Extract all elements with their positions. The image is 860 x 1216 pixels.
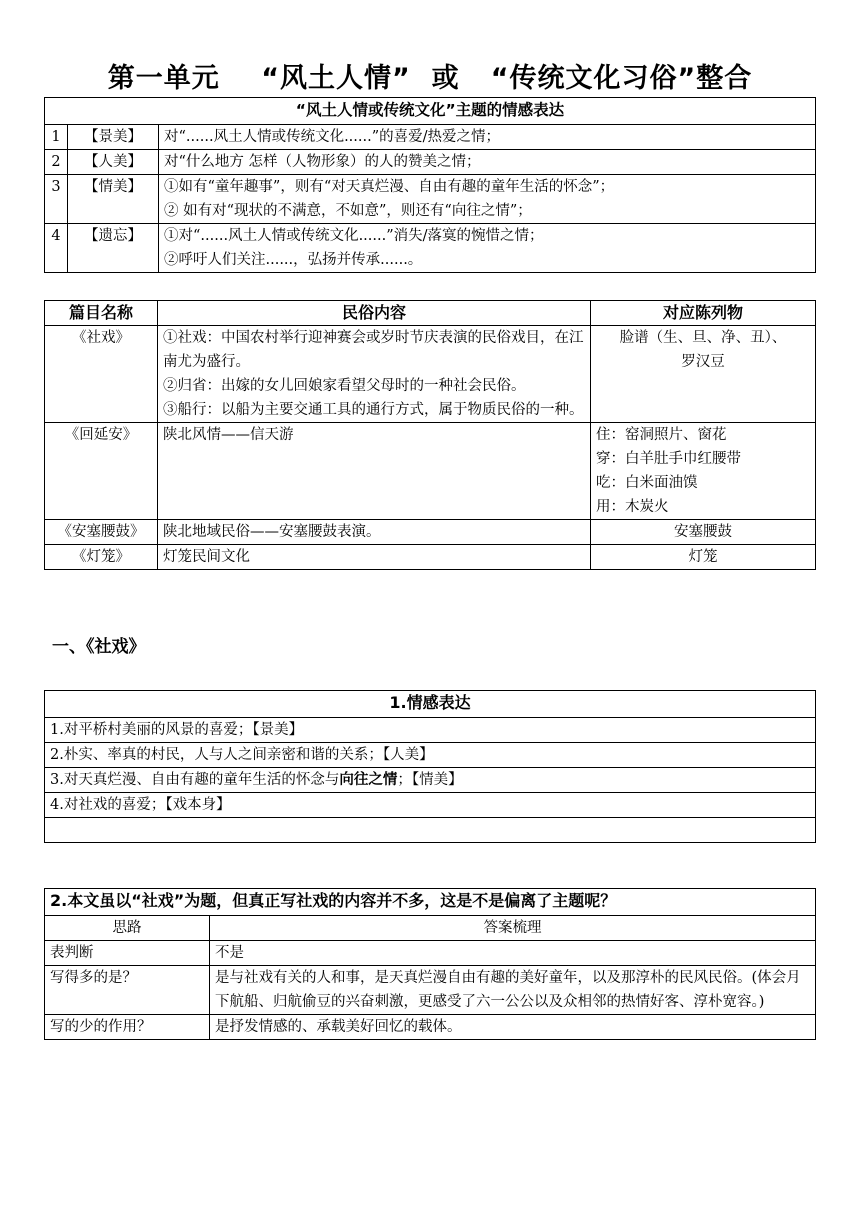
exhibit-line: 穿：白羊肚手巾红腰带 bbox=[596, 451, 741, 467]
row-answer: 不是 bbox=[210, 941, 816, 966]
table-row bbox=[45, 818, 816, 843]
item-text: 2.朴实、率真的村民，人与人之间亲密和谐的关系； bbox=[50, 747, 383, 763]
exhibit-line: 灯笼 bbox=[688, 549, 718, 565]
exhibits bbox=[591, 520, 816, 545]
table-row bbox=[45, 125, 816, 150]
article-title: 《安塞腰鼓》 bbox=[45, 520, 158, 545]
row-number: 2 bbox=[45, 150, 68, 175]
item-emphasis: 向往之情 bbox=[339, 771, 398, 788]
description-line: ② 如有对“现状的不满意，不如意”，则还有“向往之情”； bbox=[164, 203, 532, 219]
row-description bbox=[159, 175, 816, 224]
exhibit-line: 用：木炭火 bbox=[596, 499, 669, 515]
question-table bbox=[44, 888, 816, 1040]
table-row bbox=[45, 793, 816, 818]
table-row bbox=[45, 520, 816, 545]
row-answer: 是抒发情感的、承载美好回忆的载体。 bbox=[210, 1015, 816, 1040]
row-key: 写的少的作用？ bbox=[45, 1015, 210, 1040]
description-line: 对“什么地方 怎样（人物形象）的人的赞美之情； bbox=[164, 154, 481, 170]
row-tag: 【情美】 bbox=[68, 175, 159, 224]
emotion-theme-table bbox=[44, 97, 816, 273]
custom-content bbox=[158, 423, 591, 520]
item-tag: 【景美】 bbox=[252, 722, 304, 738]
exhibit-line: 安塞腰鼓 bbox=[674, 524, 732, 540]
table-row bbox=[45, 941, 816, 966]
table-row bbox=[45, 1015, 816, 1040]
exhibit-line: 吃：白米面油馍 bbox=[596, 475, 698, 491]
row-number: 1 bbox=[45, 125, 68, 150]
item-tag: ；【情美】 bbox=[397, 772, 463, 788]
table-row bbox=[45, 545, 816, 570]
emotion-theme-heading: “风土人情或传统文化”主题的情感表达 bbox=[45, 98, 816, 125]
empty-cell bbox=[45, 818, 816, 843]
content-line: ③船行：以船为主要交通工具的通行方式，属于物质民俗的一种。 bbox=[163, 402, 584, 418]
table-row bbox=[45, 966, 816, 1015]
article-title: 《社戏》 bbox=[45, 326, 158, 423]
row-answer: 是与社戏有关的人和事，是天真烂漫自由有趣的美好童年，以及那淳朴的民风民俗。(体会月下航船、归航偷豆的兴奋刺激，更感受了六一公公以及众相邻的热情好客、淳朴宽容。) bbox=[210, 966, 816, 1015]
table-row bbox=[45, 150, 816, 175]
table-row bbox=[45, 175, 816, 224]
exhibits bbox=[591, 423, 816, 520]
emotion-item bbox=[45, 793, 816, 818]
table-row bbox=[45, 718, 816, 743]
row-number: 4 bbox=[45, 224, 68, 273]
exhibit-line: 罗汉豆 bbox=[681, 354, 725, 370]
row-key: 写得多的是？ bbox=[45, 966, 210, 1015]
row-description bbox=[159, 125, 816, 150]
custom-content bbox=[158, 326, 591, 423]
exhibits bbox=[591, 545, 816, 570]
col-header-answer: 答案梳理 bbox=[210, 916, 816, 941]
item-tag: 【人美】 bbox=[382, 747, 434, 763]
col-header-content: 民俗内容 bbox=[158, 301, 591, 326]
article-title: 《灯笼》 bbox=[45, 545, 158, 570]
table-row bbox=[45, 326, 816, 423]
description-line: ②呼吁人们关注......，弘扬并传承......。 bbox=[164, 252, 423, 268]
table-row bbox=[45, 743, 816, 768]
col-header-title: 篇目名称 bbox=[45, 301, 158, 326]
table-row bbox=[45, 423, 816, 520]
item-tag: 【戏本身】 bbox=[165, 797, 231, 813]
emotion-expression-table bbox=[44, 690, 816, 843]
row-description bbox=[159, 224, 816, 273]
exhibit-line: 住：窑洞照片、窗花 bbox=[596, 427, 727, 443]
article-title: 《回延安》 bbox=[45, 423, 158, 520]
description-line: ①对“......风土人情或传统文化......”消失/落寞的惋惜之情； bbox=[164, 228, 544, 244]
table-row bbox=[45, 224, 816, 273]
col-header-exhibits: 对应陈列物 bbox=[591, 301, 816, 326]
table-row bbox=[45, 768, 816, 793]
content-line: 陕北地域民俗——安塞腰鼓表演。 bbox=[163, 524, 381, 540]
description-line: ①如有“童年趣事”，则有“对天真烂漫、自由有趣的童年生活的怀念”； bbox=[164, 179, 615, 195]
section-heading: 一、《社戏》 bbox=[52, 637, 146, 657]
question-heading: 2.本文虽以“社戏”为题，但真正写社戏的内容并不多，这是不是偏离了主题呢？ bbox=[45, 889, 816, 916]
row-tag: 【人美】 bbox=[68, 150, 159, 175]
content-line: ①社戏：中国农村举行迎神赛会或岁时节庆表演的民俗戏目，在江南尤为盛行。 bbox=[163, 330, 584, 370]
col-header-approach: 思路 bbox=[45, 916, 210, 941]
page-title: 第一单元 “风土人情” 或 “传统文化习俗”整合 bbox=[107, 63, 753, 94]
item-text: 3.对天真烂漫、自由有趣的童年生活的怀念与 bbox=[50, 772, 340, 788]
description-line: 对“......风土人情或传统文化......”的喜爱/热爱之情； bbox=[164, 129, 501, 145]
content-line: ②归省：出嫁的女儿回娘家看望父母时的一种社会民俗。 bbox=[163, 378, 526, 394]
item-text: 4.对社戏的喜爱； bbox=[50, 797, 166, 813]
row-description bbox=[159, 150, 816, 175]
exhibits bbox=[591, 326, 816, 423]
row-key: 表判断 bbox=[45, 941, 210, 966]
exhibit-line: 脸谱（生、旦、净、丑）、 bbox=[619, 330, 787, 346]
item-text: 1.对平桥村美丽的风景的喜爱； bbox=[50, 722, 253, 738]
emotion-item bbox=[45, 718, 816, 743]
row-number: 3 bbox=[45, 175, 68, 224]
emotion-expression-heading: 1.情感表达 bbox=[45, 691, 816, 718]
row-tag: 【遗忘】 bbox=[68, 224, 159, 273]
row-tag: 【景美】 bbox=[68, 125, 159, 150]
emotion-item bbox=[45, 743, 816, 768]
folk-custom-table bbox=[44, 300, 816, 570]
custom-content bbox=[158, 545, 591, 570]
custom-content bbox=[158, 520, 591, 545]
content-line: 陕北风情——信天游 bbox=[163, 427, 294, 443]
content-line: 灯笼民间文化 bbox=[163, 549, 250, 565]
emotion-item bbox=[45, 768, 816, 793]
